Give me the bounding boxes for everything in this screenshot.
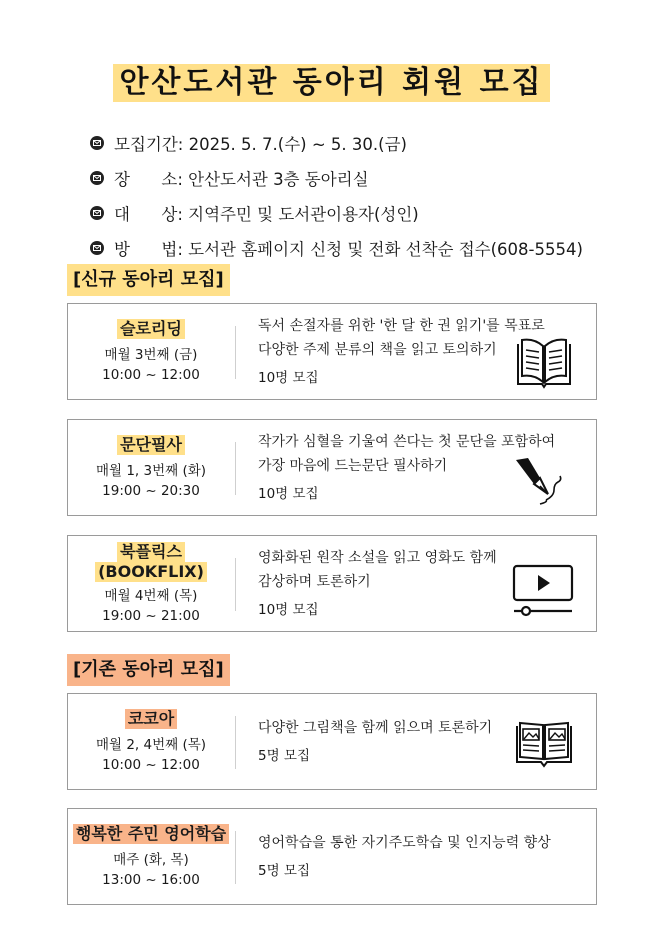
club-info (68, 304, 234, 399)
envelope-icon (90, 171, 104, 185)
club-recruit-count: 10명 모집 (258, 369, 319, 386)
club-name: 코코아 (125, 709, 177, 729)
club-info (68, 420, 234, 515)
club-desc-line: 영화화된 원작 소설을 읽고 영화도 함께 (258, 549, 497, 566)
club-info (68, 694, 234, 789)
club-desc-line: 영어학습을 통한 자기주도학습 및 인지능력 향상 (258, 834, 551, 851)
club-schedule: 매월 2, 4번째 (목) (95, 736, 207, 753)
page-title: 안산도서관 동아리 회원 모집 (113, 64, 549, 102)
info-value: : 지역주민 및 도서관이용자(성인) (177, 204, 419, 224)
club-name: 행복한 주민 영어학습 (73, 824, 229, 844)
club-description (258, 694, 492, 789)
envelope-icon (90, 206, 104, 220)
club-description (258, 536, 497, 631)
club-recruit-count: 10명 모집 (258, 485, 319, 502)
club-desc-line: 감상하며 토론하기 (258, 573, 371, 590)
club-recruit-count: 5명 모집 (258, 747, 311, 764)
club-time: 10:00 ~ 12:00 (102, 756, 200, 773)
club-schedule: 매월 4번째 (목) (104, 587, 198, 604)
club-schedule: 매월 1, 3번째 (화) (95, 462, 207, 479)
club-desc-line: 다양한 그림책을 함께 읽으며 토론하기 (258, 719, 493, 736)
club-name: 북플릭스 (117, 542, 185, 562)
info-value: : 도서관 홈페이지 신청 및 전화 선착순 접수(608-5554) (177, 239, 583, 259)
club-card-paragraph-copying (67, 419, 597, 516)
club-desc-line: 다양한 주제 분류의 책을 읽고 토의하기 (258, 341, 497, 358)
club-recruit-count: 10명 모집 (258, 601, 319, 618)
club-time: 19:00 ~ 21:00 (102, 607, 200, 624)
club-recruit-count: 5명 모집 (258, 862, 311, 879)
envelope-icon (90, 136, 104, 150)
club-schedule: 매월 3번째 (금) (104, 346, 198, 363)
info-label: 방 법 (114, 239, 178, 259)
club-description (258, 304, 545, 399)
club-name: 슬로리딩 (117, 319, 185, 339)
video-player-icon (512, 564, 574, 618)
club-time: 10:00 ~ 12:00 (102, 366, 200, 383)
club-info (68, 536, 234, 631)
info-row-place (90, 160, 583, 195)
club-card-slow-reading (67, 303, 597, 400)
info-row-period (90, 125, 583, 160)
card-divider (235, 558, 236, 611)
picture-book-icon (514, 720, 574, 770)
info-list (90, 125, 583, 265)
card-divider (235, 716, 236, 769)
fountain-pen-icon (510, 456, 566, 512)
info-row-target (90, 195, 583, 230)
card-divider (235, 326, 236, 379)
club-desc-line: 가장 마음에 드는문단 필사하기 (258, 457, 448, 474)
section-new-clubs-title: [신규 동아리 모집] (67, 264, 230, 296)
card-divider (235, 831, 236, 884)
club-time: 19:00 ~ 20:30 (102, 482, 200, 499)
open-book-icon (514, 334, 574, 390)
section-existing-clubs-title: [기존 동아리 모집] (67, 654, 230, 686)
club-time: 13:00 ~ 16:00 (102, 871, 200, 888)
club-desc-line: 작가가 심혈을 기울여 쓴다는 첫 문단을 포함하여 (258, 433, 556, 450)
info-row-method (90, 230, 583, 265)
club-name-english: (BOOKFLIX) (95, 562, 207, 582)
envelope-icon (90, 241, 104, 255)
info-label: 장 소 (114, 169, 178, 189)
club-desc-line: 독서 손절자를 위한 '한 달 한 권 읽기'를 목표로 (258, 317, 545, 334)
club-card-bookflix (67, 535, 597, 632)
club-schedule: 매주 (화, 목) (113, 851, 189, 868)
club-description (258, 809, 551, 904)
info-label: 대 상 (114, 204, 178, 224)
info-value: : 2025. 5. 7.(수) ~ 5. 30.(금) (177, 134, 407, 154)
info-value: : 안산도서관 3층 동아리실 (177, 169, 369, 189)
info-label: 모집기간 (114, 134, 178, 154)
card-divider (235, 442, 236, 495)
club-name: 문단필사 (117, 435, 185, 455)
club-card-english-study (67, 808, 597, 905)
club-info (68, 809, 234, 904)
club-card-cocoa (67, 693, 597, 790)
title-wrap (0, 64, 663, 102)
